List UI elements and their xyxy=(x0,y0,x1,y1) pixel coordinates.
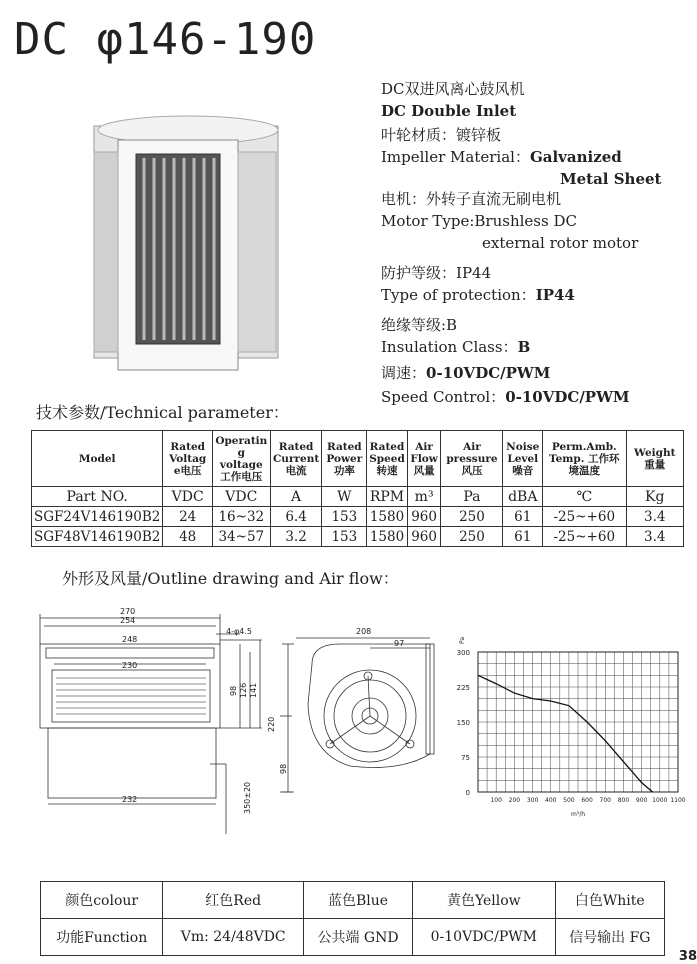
spec-speed-cn: 调速：0-10VDC/PWM xyxy=(381,364,551,382)
y-tick-label: 75 xyxy=(461,754,470,762)
wire-cell: 信号输出 FG xyxy=(555,919,664,956)
fan-photo xyxy=(88,112,288,374)
table-cell: 1580 xyxy=(367,507,408,527)
tech-heading: 技术参数/Technical parameter： xyxy=(36,403,289,422)
table-cell: 3.2 xyxy=(270,527,322,547)
col-model: Model xyxy=(32,431,163,487)
unit-cell: VDC xyxy=(163,487,213,507)
front-view xyxy=(40,614,262,834)
table-cell: 153 xyxy=(322,527,367,547)
spec-impeller-cn: 叶轮材质：镀锌板 xyxy=(381,126,502,144)
col-weight: Weight 重量 xyxy=(626,431,683,487)
unit-cell: A xyxy=(270,487,322,507)
x-tick-label: 1100 xyxy=(670,797,686,804)
table-cell: 153 xyxy=(322,507,367,527)
table-cell: 960 xyxy=(407,507,441,527)
y-tick-label: 300 xyxy=(456,649,470,657)
col-speed: Rated Speed 转速 xyxy=(367,431,408,487)
table-cell: 61 xyxy=(503,527,543,547)
unit-cell: ℃ xyxy=(543,487,627,507)
unit-cell: W xyxy=(322,487,367,507)
spec-impeller-en-2: Metal Sheet xyxy=(560,170,662,188)
x-tick-label: 600 xyxy=(581,797,593,804)
spec-protection-en: Type of protection：IP44 xyxy=(381,286,575,304)
table-cell: SGF48V146190B2 xyxy=(32,527,163,547)
table-cell: 960 xyxy=(407,527,441,547)
table-cell: -25~+60 xyxy=(543,527,627,547)
dim-220: 220 xyxy=(267,716,276,732)
spec-motor-cn: 电机：外转子直流无刷电机 xyxy=(381,190,562,208)
col-voltage: Rated Voltag e电压 xyxy=(163,431,213,487)
airflow-chart xyxy=(457,637,686,818)
x-tick-label: 500 xyxy=(563,797,575,804)
col-noise: Noise Level 噪音 xyxy=(503,431,543,487)
tech-table xyxy=(31,430,684,547)
tech-units-row xyxy=(32,487,684,507)
outline-heading: 外形及风量/Outline drawing and Air flow： xyxy=(62,569,399,588)
x-tick-label: 100 xyxy=(490,797,502,804)
spec-speed-en: Speed Control：0-10VDC/PWM xyxy=(381,388,630,406)
dim-232: 232 xyxy=(122,795,138,804)
x-tick-label: 200 xyxy=(508,797,521,804)
spec-impeller-en: Impeller Material：Galvanized xyxy=(381,148,622,166)
table-cell: 250 xyxy=(441,507,503,527)
dim-98a: 98 xyxy=(229,685,238,696)
y-tick-label: 150 xyxy=(456,719,470,727)
dim-350: 350±20 xyxy=(243,781,252,814)
x-axis-label: m³/h xyxy=(570,811,586,818)
spec-protection-cn: 防护等级：IP44 xyxy=(381,264,492,282)
dim-254: 254 xyxy=(120,616,136,625)
wire-cell: 颜色colour xyxy=(41,882,163,919)
col-power: Rated Power 功率 xyxy=(322,431,367,487)
spec-insulation-cn: 绝缘等级:B xyxy=(381,316,458,334)
y-axis-label: Pa xyxy=(459,636,466,644)
dim-126: 126 xyxy=(239,682,248,698)
col-airflow: Air Flow 风量 xyxy=(407,431,441,487)
unit-cell: m³ xyxy=(407,487,441,507)
table-cell: SGF24V146190B2 xyxy=(32,507,163,527)
unit-cell: Kg xyxy=(626,487,683,507)
col-operating-voltage: Operatin g voltage 工作电压 xyxy=(212,431,270,487)
page-number: 38 xyxy=(678,949,697,964)
spec-motor-en-2: external rotor motor xyxy=(482,234,639,252)
x-tick-label: 400 xyxy=(545,797,557,804)
outline-drawing xyxy=(30,604,690,834)
dim-141: 141 xyxy=(249,682,258,698)
dim-230: 230 xyxy=(122,661,138,670)
table-cell: 24 xyxy=(163,507,213,527)
unit-cell: RPM xyxy=(367,487,408,507)
x-tick-label: 900 xyxy=(635,797,648,804)
spec-title-cn: DC双进风离心鼓风机 xyxy=(381,80,525,98)
wire-cell: 公共端 GND xyxy=(304,919,413,956)
table-cell: 3.4 xyxy=(626,507,683,527)
wire-row-colour xyxy=(41,882,665,919)
x-tick-label: 300 xyxy=(526,797,539,804)
wire-cell: 红色Red xyxy=(163,882,304,919)
spec-motor-en: Motor Type:Brushless DC xyxy=(381,212,577,230)
wire-cell: 黄色Yellow xyxy=(413,882,556,919)
dim-98b: 98 xyxy=(279,763,288,774)
tech-header-row xyxy=(32,431,684,487)
wire-cell: Vm: 24/48VDC xyxy=(163,919,304,956)
unit-cell: VDC xyxy=(212,487,270,507)
dim-97: 97 xyxy=(394,639,405,648)
y-tick-label: 225 xyxy=(456,684,470,692)
side-view xyxy=(280,638,434,792)
table-cell: 61 xyxy=(503,507,543,527)
spec-title-en: DC Double Inlet xyxy=(381,102,517,120)
wire-cell: 白色White xyxy=(555,882,664,919)
table-row xyxy=(32,527,684,547)
dim-208: 208 xyxy=(356,627,372,636)
dim-248: 248 xyxy=(122,635,138,644)
x-tick-label: 800 xyxy=(617,797,630,804)
wire-row-function xyxy=(41,919,665,956)
table-cell: 16~32 xyxy=(212,507,270,527)
wire-cell: 功能Function xyxy=(41,919,163,956)
x-tick-label: 700 xyxy=(599,797,611,804)
page-title: DC φ146-190 xyxy=(14,14,317,65)
spec-insulation-en: Insulation Class：B xyxy=(381,338,531,356)
x-tick-label: 1000 xyxy=(652,797,668,804)
col-pressure: Air pressure 风压 xyxy=(441,431,503,487)
table-cell: 3.4 xyxy=(626,527,683,547)
dim-holes: 4-φ4.5 xyxy=(226,627,252,636)
table-cell: 34~57 xyxy=(212,527,270,547)
table-row xyxy=(32,507,684,527)
col-current: Rated Current 电流 xyxy=(270,431,322,487)
col-temp: Perm.Amb. Temp. 工作环境温度 xyxy=(543,431,627,487)
unit-cell: dBA xyxy=(503,487,543,507)
y-tick-label: 0 xyxy=(465,789,470,797)
table-cell: 6.4 xyxy=(270,507,322,527)
table-cell: -25~+60 xyxy=(543,507,627,527)
table-cell: 250 xyxy=(441,527,503,547)
wire-table xyxy=(40,881,665,956)
dim-270: 270 xyxy=(120,607,136,616)
table-cell: 1580 xyxy=(367,527,408,547)
wire-cell: 0-10VDC/PWM xyxy=(413,919,556,956)
unit-cell: Pa xyxy=(441,487,503,507)
wire-cell: 蓝色Blue xyxy=(304,882,413,919)
table-cell: 48 xyxy=(163,527,213,547)
unit-cell: Part NO. xyxy=(32,487,163,507)
